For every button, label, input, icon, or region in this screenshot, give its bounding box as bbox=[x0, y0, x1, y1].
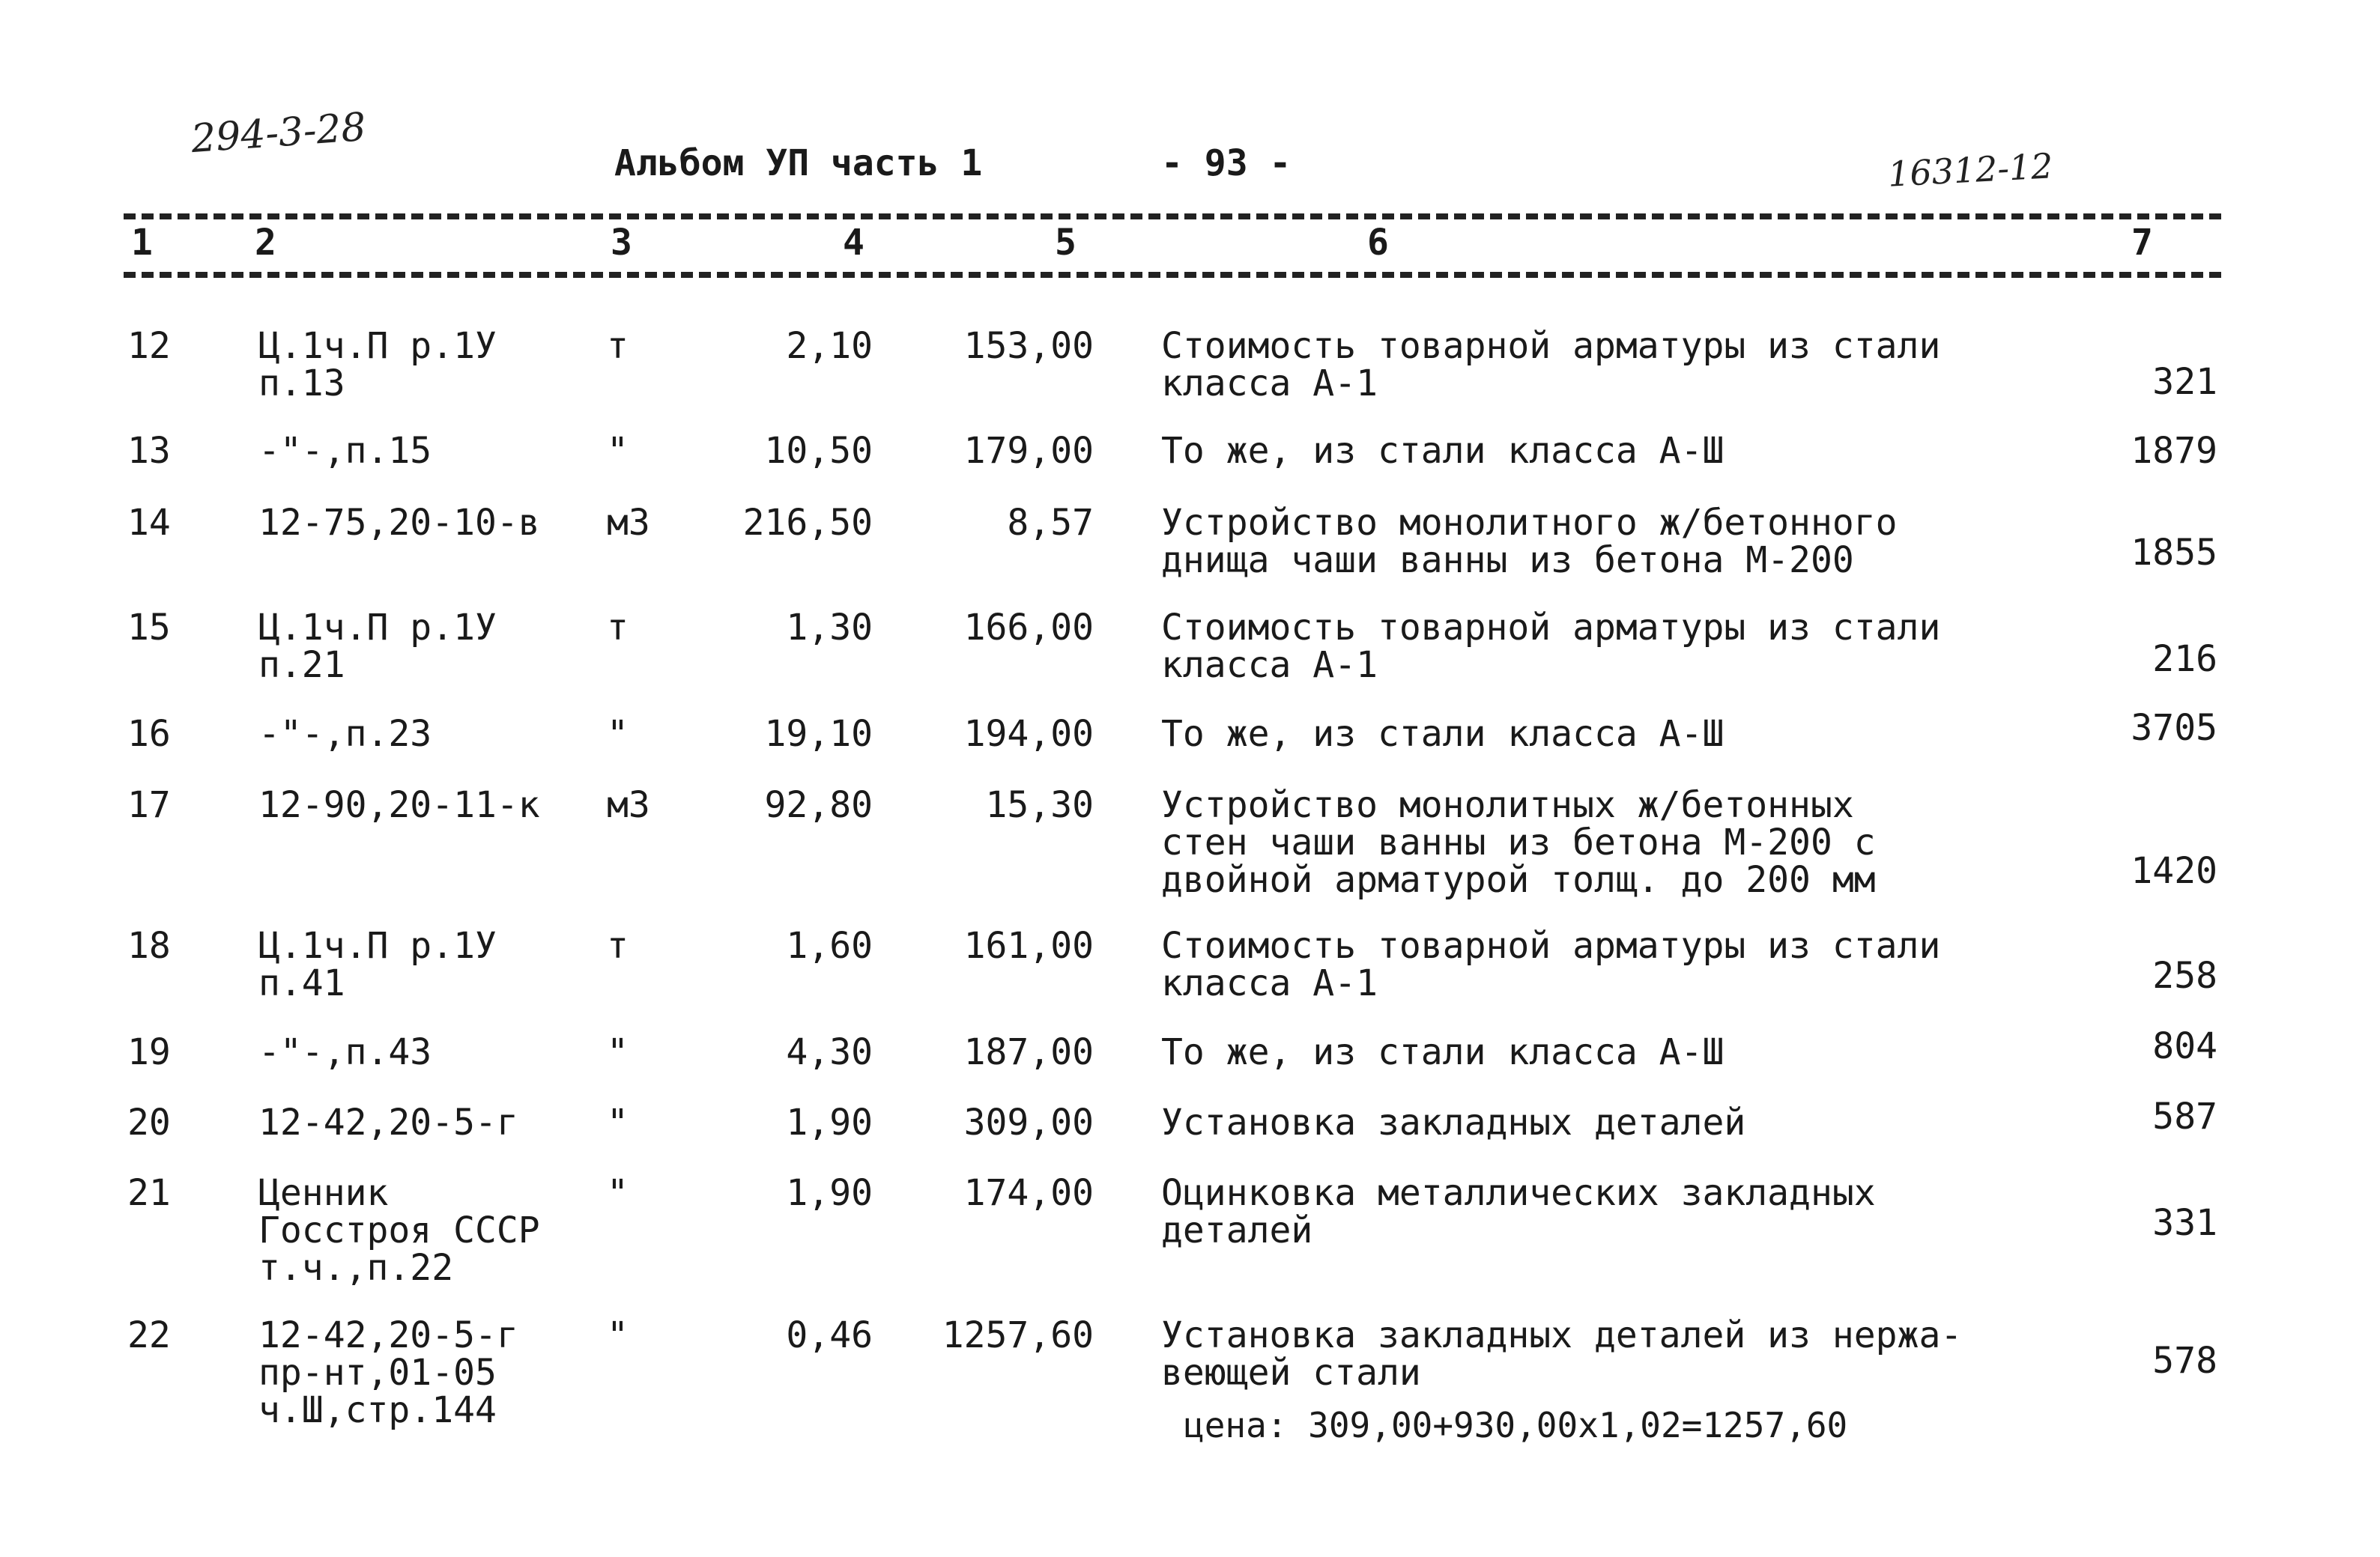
row-number: 14 bbox=[127, 502, 171, 544]
row-number: 13 bbox=[127, 430, 171, 472]
row-reference: 12-75,20-10-в bbox=[258, 502, 540, 544]
row-unit: " bbox=[607, 1031, 629, 1073]
row-unit-price: 166,00 bbox=[963, 607, 1094, 649]
row-description: Установка закладных деталей из нержа- веющей стали bbox=[1161, 1314, 1963, 1394]
row-total: 331 bbox=[2152, 1202, 2217, 1244]
row-total: 3705 bbox=[2131, 707, 2217, 749]
row-total: 578 bbox=[2152, 1340, 2217, 1382]
row-number: 22 bbox=[127, 1314, 171, 1356]
row-unit: " bbox=[607, 1172, 629, 1214]
row-description: Стоимость товарной арматуры из стали класса А-1 bbox=[1161, 325, 1941, 404]
row-unit: т bbox=[607, 607, 629, 649]
row-total: 1420 bbox=[2131, 850, 2217, 892]
row-unit-price: 15,30 bbox=[985, 784, 1094, 826]
row-unit: м3 bbox=[607, 784, 650, 826]
row-description: Устройство монолитных ж/бетонных стен чаши ванны из бетона М-200 с двойной арматурой толщ. до 200 мм bbox=[1161, 784, 1876, 901]
column-number-2: 2 bbox=[255, 222, 276, 264]
row-quantity: 0,46 bbox=[786, 1314, 873, 1356]
row-total: 1879 bbox=[2131, 430, 2217, 472]
row-quantity: 10,50 bbox=[764, 430, 873, 472]
row-number: 17 bbox=[127, 784, 171, 826]
row-quantity: 1,60 bbox=[786, 925, 873, 967]
handwritten-doc-code: 294-3-28 bbox=[190, 104, 368, 163]
row-unit: м3 bbox=[607, 502, 650, 544]
row-quantity: 1,90 bbox=[786, 1172, 873, 1214]
row-unit-price: 187,00 bbox=[963, 1031, 1094, 1073]
row-unit: " bbox=[607, 1314, 629, 1356]
row-total: 321 bbox=[2152, 361, 2217, 403]
row-number: 16 bbox=[127, 713, 171, 755]
page-number: - 93 - bbox=[1161, 142, 1292, 184]
row-description: То же, из стали класса А-Ш bbox=[1161, 430, 1725, 472]
row-unit-price: 179,00 bbox=[963, 430, 1094, 472]
row-reference: -"-,п.15 bbox=[258, 430, 432, 472]
column-number-6: 6 bbox=[1367, 222, 1389, 264]
row-description: Установка закладных деталей bbox=[1161, 1102, 1746, 1144]
column-number-1: 1 bbox=[131, 222, 153, 264]
row-quantity: 4,30 bbox=[786, 1031, 873, 1073]
row-unit: " bbox=[607, 1102, 629, 1144]
row-number: 20 bbox=[127, 1102, 171, 1144]
row-description: Оцинковка металлических закладных деталей bbox=[1161, 1172, 1876, 1251]
row-reference: Ц.1ч.П р.1У п.21 bbox=[258, 607, 497, 686]
row-quantity: 2,10 bbox=[786, 325, 873, 367]
row-unit-price: 309,00 bbox=[963, 1102, 1094, 1144]
row-unit-price: 1257,60 bbox=[942, 1314, 1094, 1356]
album-title: Альбом УП часть 1 bbox=[614, 142, 983, 184]
row-unit: " bbox=[607, 430, 629, 472]
row-quantity: 19,10 bbox=[764, 713, 873, 755]
row-total: 216 bbox=[2152, 638, 2217, 680]
row-number: 18 bbox=[127, 925, 171, 967]
row-number: 12 bbox=[127, 325, 171, 367]
row-description: Стоимость товарной арматуры из стали класса А-1 bbox=[1161, 925, 1941, 1004]
row-unit-price: 8,57 bbox=[1007, 502, 1094, 544]
row-description: То же, из стали класса А-Ш bbox=[1161, 1031, 1725, 1073]
row-total: 258 bbox=[2152, 955, 2217, 997]
row-unit-price: 153,00 bbox=[963, 325, 1094, 367]
column-number-7: 7 bbox=[2131, 222, 2153, 264]
row-unit: " bbox=[607, 713, 629, 755]
row-description: То же, из стали класса А-Ш bbox=[1161, 713, 1725, 755]
handwritten-inventory-number: 16312-12 bbox=[1886, 145, 2054, 195]
column-number-4: 4 bbox=[843, 222, 865, 264]
row-reference: 12-42,20-5-г пр-нт,01-05 ч.Ш,стр.144 bbox=[258, 1314, 518, 1431]
row-total: 587 bbox=[2152, 1096, 2217, 1138]
row-quantity: 1,30 bbox=[786, 607, 873, 649]
row-quantity: 92,80 bbox=[764, 784, 873, 826]
row-number: 21 bbox=[127, 1172, 171, 1214]
row-unit: т bbox=[607, 325, 629, 367]
row-number: 15 bbox=[127, 607, 171, 649]
row-unit: т bbox=[607, 925, 629, 967]
row-quantity: 1,90 bbox=[786, 1102, 873, 1144]
row-reference: -"-,п.43 bbox=[258, 1031, 432, 1073]
row-unit-price: 161,00 bbox=[963, 925, 1094, 967]
row-quantity: 216,50 bbox=[742, 502, 873, 544]
row-total: 804 bbox=[2152, 1025, 2217, 1067]
price-calculation: цена: 309,00+930,00х1,02=1257,60 bbox=[1184, 1405, 1848, 1445]
row-reference: Ценник Госстроя СССР т.ч.,п.22 bbox=[258, 1172, 540, 1289]
row-description: Устройство монолитного ж/бетонного днища чаши ванны из бетона М-200 bbox=[1161, 502, 1898, 581]
column-number-5: 5 bbox=[1055, 222, 1077, 264]
column-number-3: 3 bbox=[611, 222, 632, 264]
row-reference: 12-90,20-11-к bbox=[258, 784, 540, 826]
row-total: 1855 bbox=[2131, 532, 2217, 574]
row-description: Стоимость товарной арматуры из стали класса А-1 bbox=[1161, 607, 1941, 686]
row-unit-price: 174,00 bbox=[963, 1172, 1094, 1214]
row-unit-price: 194,00 bbox=[963, 713, 1094, 755]
row-reference: -"-,п.23 bbox=[258, 713, 432, 755]
row-reference: 12-42,20-5-г bbox=[258, 1102, 518, 1144]
row-number: 19 bbox=[127, 1031, 171, 1073]
row-reference: Ц.1ч.П р.1У п.13 bbox=[258, 325, 497, 404]
row-reference: Ц.1ч.П р.1У п.41 bbox=[258, 925, 497, 1004]
